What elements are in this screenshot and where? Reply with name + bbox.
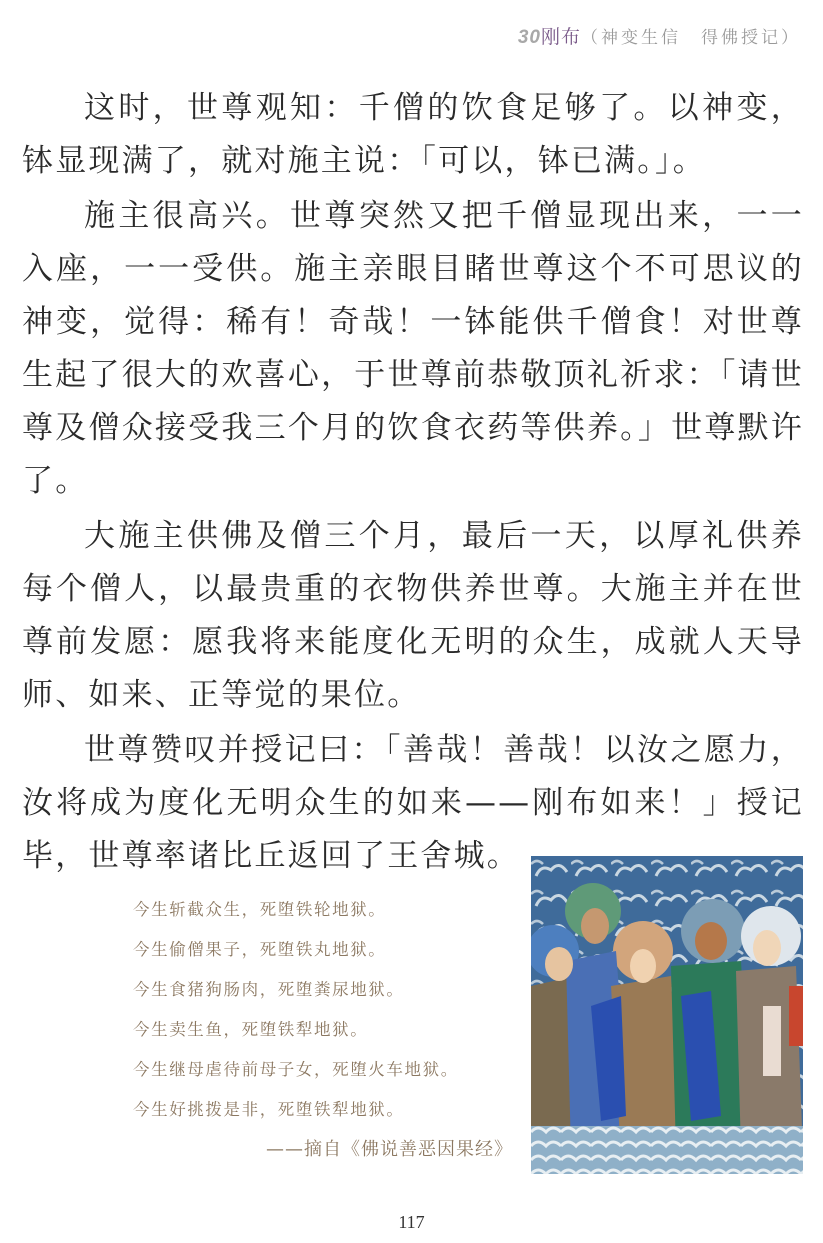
quote-source: ——摘自《佛说善恶因果经》: [266, 1139, 513, 1160]
arhat-painting-image: [531, 856, 803, 1174]
chapter-number: 30: [517, 27, 541, 48]
quote-line: 今生食猪狗肠肉，死堕粪尿地狱。: [133, 980, 405, 999]
page-number: 117: [398, 1212, 425, 1232]
main-text: [22, 82, 804, 885]
paragraph: 施主很高兴。世尊突然又把千僧显现出来，一一入座，一一受供。施主亲眼目睹世尊这个不可思议的神变，觉得：稀有！奇哉！一钵能供千僧食！对世尊生起了很大的欢喜心，于世尊前恭敬顶礼祈求：「请世尊及僧众接受我三个月的饮食衣药等供养。」世尊默许了。: [22, 198, 804, 499]
paragraph: 这时，世尊观知：千僧的饮食足够了。以神变，钵显现满了，就对施主说：「可以，钵已满。」。: [22, 90, 804, 179]
paragraph: 大施主供佛及僧三个月，最后一天，以厚礼供养每个僧人，以最贵重的衣物供养世尊。大施主并在世尊前发愿：愿我将来能度化无明的众生，成就人天导师、如来、正等觉的果位。: [22, 518, 804, 713]
running-header: [518, 22, 801, 49]
quote-line: 今生继母虐待前母子女，死堕火车地狱。: [133, 1060, 459, 1079]
chapter-subtitle: （神变生信 得佛授记）: [581, 28, 801, 48]
quote-line: 今生偷僧果子，死堕铁丸地狱。: [133, 940, 387, 959]
quote-line: 今生好挑拨是非，死堕铁犁地狱。: [133, 1100, 405, 1119]
sutra-quote: [133, 890, 513, 1170]
paragraph: 世尊赞叹并授记曰：「善哉！善哉！以汝之愿力，汝将成为度化无明众生的如来——刚布如来！」授记毕，世尊率诸比丘返回了王舍城。: [22, 732, 804, 874]
quote-line: 今生卖生鱼，死堕铁犁地狱。: [133, 1020, 369, 1039]
chapter-title: 刚布: [540, 26, 581, 48]
quote-line: 今生斩截众生，死堕铁轮地狱。: [133, 900, 387, 919]
